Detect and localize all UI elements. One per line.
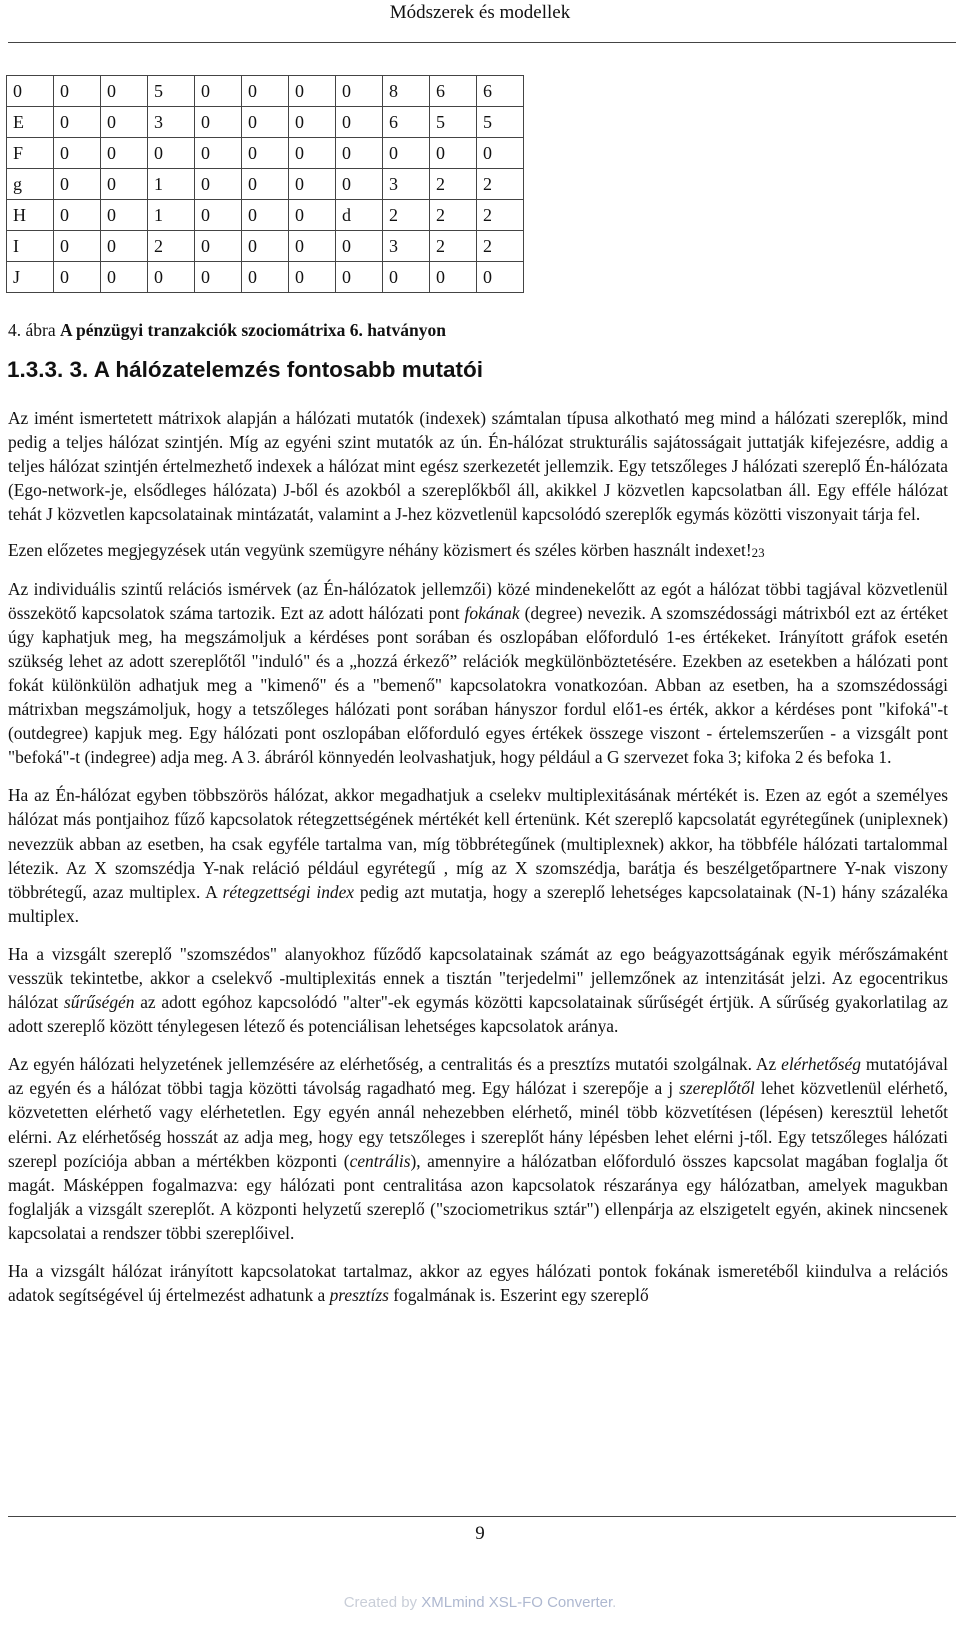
paragraph-4-text-a: Ha az Én-hálózat egyben többszörös hálózat, akkor megadhatjuk a cselekv multiplexitásának mértékét is. Ezen az egót a személyes hálózat más pontjaihoz fűző kapcsolatok rétegzettségének mértékét kell értenünk. Két szereplő kapcsolatát egyrétegűnek (uniplexnek) nevezzük abban az esetben, ha csak egyféle tartalma van, míg többrétegűnek (multiplexnek) akkor, ha többféle hálózati tartalommal létezik. Az X szomszédja Y-nak reláció például egyrétegű , míg az X szomszédja, barátja és beszélgetőpartnere Y-nak viszony többrétegű, azaz multiplex. A — [8, 785, 948, 902]
matrix-cell: 0 — [242, 262, 289, 293]
matrix-cell: 5 — [430, 107, 477, 138]
footer-divider — [8, 1516, 956, 1517]
sociomatrix-table — [6, 75, 524, 293]
matrix-row-label: g — [7, 169, 54, 200]
matrix-cell: 0 — [383, 138, 430, 169]
paragraph-2-text: Ezen előzetes megjegyzések után vegyünk szemügyre néhány közismert és széles körben használt indexet! — [8, 540, 752, 561]
paragraph-3-text-a: Az individuális szintű relációs ismérvek (az Én-hálózatok jellemzői) közé mindenekelőtt az egót a hálózat többi tagjával közvetlenül összekötő kapcsolatok száma tartozik. Ezt az adott hálózati pont — [8, 578, 948, 623]
matrix-cell: 0 — [101, 76, 148, 107]
matrix-cell: 1 — [148, 200, 195, 231]
paragraph-4-term: rétegzettségi index — [222, 881, 355, 902]
matrix-row-label: H — [7, 200, 54, 231]
paragraph-6-text-d: ), amennyire a hálózatban előforduló összes kapcsolat magában foglalja őt magát. Másképpen fogalmazva: egy hálózati pont centralitása azon kapcsolatok részaránya egy hálózatban, amelyek magukban foglalják a vizsgált szereplőt. A központi helyzetű szereplő ("szociometrikus sztár") ellenpárja az elszigetelt egyén, akinek nincsenek kapcsolatai a rendszer többi szereplőivel. — [8, 1150, 948, 1243]
matrix-cell: 0 — [336, 169, 383, 200]
matrix-cell: 1 — [148, 169, 195, 200]
matrix-row — [7, 231, 524, 262]
matrix-cell: 0 — [336, 262, 383, 293]
figure-caption-text: A pénzügyi tranzakciók szociomátrixa 6. hatványon — [60, 320, 446, 340]
paragraph-7 — [8, 1259, 948, 1307]
matrix-cell: 0 — [148, 262, 195, 293]
paragraph-6-term-3: centrális — [349, 1150, 411, 1171]
paragraph-6-term-1: elérhetőség — [781, 1054, 861, 1075]
matrix-cell: 0 — [430, 262, 477, 293]
matrix-cell: 3 — [383, 231, 430, 262]
generator-prefix: Created by — [343, 1594, 422, 1611]
generator-suffix: . — [612, 1594, 617, 1611]
matrix-cell: 0 — [54, 169, 101, 200]
matrix-cell: 2 — [430, 169, 477, 200]
matrix-cell: 6 — [383, 107, 430, 138]
matrix-cell: 5 — [477, 107, 524, 138]
generator-link[interactable]: XMLmind XSL-FO Converter — [421, 1594, 613, 1611]
matrix-cell: 3 — [383, 169, 430, 200]
generator-credit — [0, 1594, 960, 1611]
matrix-cell: 0 — [336, 107, 383, 138]
paragraph-6-text-c: lehet közvetlenül elérhető, közvetetten elérhető vagy elérhetetlen. Egy egyén annál nehezebben elérhető, minél több közvetítésen (lépésen) keresztül lehetőt elérni. Az elérhetőség hosszát az adja meg, hogy egy tetszőleges i szereplőt hány lépésben lehet elérni j-től. Egy tetszőleges hálózati szerepl pozíciója abban a mértékben központi ( — [8, 1078, 948, 1171]
matrix-cell: 6 — [477, 76, 524, 107]
paragraph-2 — [8, 538, 948, 564]
paragraph-5-text-a: Ha a vizsgált szereplő "szomszédos" alanyokhoz fűződő kapcsolatainak számát az ego beágyazottságának egyik mérőszámaként vesszük tekintetbe, akkor a cselekvő -multiplexitás ennek a tisztán "terjedelmi" jellemzőnek az intenzitását jelzi. Az egocentrikus hálózat — [8, 943, 948, 1013]
matrix-cell: 0 — [289, 76, 336, 107]
matrix-cell: 0 — [430, 138, 477, 169]
matrix-cell: 2 — [477, 169, 524, 200]
matrix-cell: 2 — [148, 231, 195, 262]
matrix-cell: 0 — [54, 262, 101, 293]
footnote-marker[interactable]: 23 — [751, 545, 765, 561]
paragraph-6 — [8, 1052, 948, 1245]
paragraph-7-term: presztízs — [329, 1285, 389, 1306]
matrix-cell: 6 — [430, 76, 477, 107]
matrix-cell: 2 — [383, 200, 430, 231]
matrix-cell: 0 — [195, 76, 242, 107]
paragraph-7-text-b: fogalmának is. Eszerint egy szereplő — [388, 1285, 649, 1306]
matrix-cell: 0 — [242, 138, 289, 169]
matrix-cell: 2 — [430, 231, 477, 262]
matrix-cell: 0 — [289, 262, 336, 293]
matrix-row-label: F — [7, 138, 54, 169]
matrix-row — [7, 200, 524, 231]
matrix-cell: 0 — [242, 76, 289, 107]
matrix-row — [7, 169, 524, 200]
matrix-cell: 0 — [195, 169, 242, 200]
matrix-cell: 0 — [54, 138, 101, 169]
paragraph-4 — [8, 783, 948, 928]
paragraph-1: Az imént ismertetett mátrixok alapján a hálózati mutatók (indexek) számtalan típusa alkotható meg mind a hálózati szereplők, mind pedig a teljes hálózat szintjén. Míg az egyéni szint mutatók az ún. Én-hálózat strukturális sajátosságait juttatják kifejezésre, addig a teljes hálózat szintjén értelmezhető indexek a hálózat mint egész szerkezetét jellemzik. Egy tetszőleges J hálózati szereplő Én-hálózata (Ego-network-je, elsődleges hálózata) J-ből és azokból a szereplőkből áll, akikkel J közvetlen kapcsolatban áll. Egy efféle hálózat tehát J közvetlen kapcsolatainak mintázatát, valamint a J-hez közvetlenül kapcsolódó szereplők egymás közötti viszonyait tárja fel. — [8, 408, 948, 525]
matrix-cell: 0 — [101, 138, 148, 169]
matrix-cell: 0 — [289, 107, 336, 138]
matrix-cell: 0 — [54, 76, 101, 107]
matrix-cell: 0 — [477, 262, 524, 293]
matrix-cell: 0 — [195, 138, 242, 169]
matrix-cell: 0 — [242, 231, 289, 262]
matrix-cell: 0 — [101, 200, 148, 231]
matrix-cell: 3 — [148, 107, 195, 138]
matrix-cell: 2 — [477, 231, 524, 262]
matrix-cell: 0 — [54, 107, 101, 138]
paragraph-6-term-2: szereplőtől — [679, 1078, 755, 1099]
matrix-cell: 0 — [195, 262, 242, 293]
header-divider — [8, 42, 956, 43]
matrix-cell: 0 — [54, 231, 101, 262]
matrix-cell: 0 — [195, 231, 242, 262]
paragraph-3-term: fokának — [464, 602, 520, 623]
matrix-cell: 2 — [477, 200, 524, 231]
matrix-cell: 0 — [101, 262, 148, 293]
matrix-cell: 0 — [383, 262, 430, 293]
matrix-cell: 2 — [430, 200, 477, 231]
matrix-cell: 0 — [477, 138, 524, 169]
running-title: Módszerek és modellek — [389, 2, 571, 23]
matrix-cell: 0 — [101, 169, 148, 200]
matrix-row-label: I — [7, 231, 54, 262]
matrix-cell: 0 — [242, 169, 289, 200]
sociomatrix-body — [7, 76, 524, 293]
matrix-cell: 0 — [289, 200, 336, 231]
figure-caption — [8, 320, 446, 341]
section-title: 1.3.3. 3. A hálózatelemzés fontosabb mutatói — [7, 357, 483, 382]
matrix-cell: 0 — [289, 231, 336, 262]
matrix-cell: d — [336, 200, 383, 231]
matrix-cell: 0 — [101, 231, 148, 262]
paragraph-6-text-a: Az egyén hálózati helyzetének jellemzésére az elérhetőség, a centralitás és a presztízs mutatói szolgálnak. Az — [8, 1054, 782, 1075]
matrix-row — [7, 262, 524, 293]
matrix-cell: 8 — [383, 76, 430, 107]
matrix-row — [7, 76, 524, 107]
matrix-row-label: E — [7, 107, 54, 138]
matrix-cell: 0 — [195, 200, 242, 231]
matrix-cell: 0 — [289, 138, 336, 169]
paragraph-5-text-b: az adott egóhoz kapcsolódó "alter"-ek egymás közötti kapcsolatainak sűrűségét értjük. A sűrűség gyakorlatilag az adott szereplő között ténylegesen létező és potenciálisan lehetséges kapcsolatok aránya. — [8, 992, 949, 1037]
matrix-row — [7, 107, 524, 138]
paragraph-6-text-b: mutatójával az egyén és a hálózat többi tagja közötti távolság ragadható meg. Egy hálózat i szerepője a j — [8, 1054, 948, 1099]
matrix-cell: 0 — [54, 200, 101, 231]
figure-number: 4. ábra — [8, 320, 56, 340]
matrix-cell: 0 — [336, 231, 383, 262]
paragraph-3 — [8, 577, 948, 770]
matrix-row-label: J — [7, 262, 54, 293]
paragraph-7-text-a: Ha a vizsgált hálózat irányított kapcsolatokat tartalmaz, akkor az egyes hálózati pontok fokának ismeretéből kiindulva a relációs adatok segítségével új értelmezést adhatunk a — [8, 1261, 948, 1306]
matrix-cell: 0 — [289, 169, 336, 200]
paragraph-5 — [8, 942, 948, 1038]
matrix-cell: 0 — [148, 138, 195, 169]
matrix-cell: 5 — [148, 76, 195, 107]
paragraph-5-term: sűrűségén — [63, 992, 135, 1013]
paragraph-3-text-b: (degree) nevezik. A szomszédossági mátrixból ezt az értéket úgy kaphatjuk meg, ha megszámoljuk a kérdéses pont sorában és oszlopában előforduló 1-es értékeket. Irányított gráfok esetén szükség lehet az adott szereplőtől "induló" és a „hozzá érkező” relációk megkülönböztetésére. Ezekben az esetekben a hálózati pont fokát különkülön adhatjuk meg a "kimenő" és a "bemenő" kapcsolatokra vonatkozóan. Abban az esetben, ha a szomszédossági mátrixban megszámoljuk, hogy a tetszőleges hálózati pont sorában hányszor fordul elő1-es érték, akkor a kérdéses pont "kifoká"-t (outdegree) kapjuk meg. Egy hálózati pont oszlopában előforduló egyes értékek összege viszont - értelemszerűen - a vizsgált pont "befoká"-t (indegree) adja meg. A 3. ábráról könnyedén leolvashatjuk, hogy például a G szervezet foka 3; kifoka 2 és befoka 1. — [8, 602, 948, 768]
matrix-cell: 0 — [242, 107, 289, 138]
matrix-cell: 0 — [101, 107, 148, 138]
matrix-cell: 0 — [242, 200, 289, 231]
paragraph-4-text-b: pedig azt mutatja, hogy a szereplő lehetséges kapcsolatainak (N-1) hány százaléka multiplex. — [8, 881, 948, 926]
page-number: 9 — [475, 1523, 485, 1544]
matrix-row — [7, 138, 524, 169]
body-text — [8, 406, 948, 1321]
matrix-cell: 0 — [195, 107, 242, 138]
matrix-cell: 0 — [336, 76, 383, 107]
matrix-cell: 0 — [336, 138, 383, 169]
matrix-row-label: 0 — [7, 76, 54, 107]
